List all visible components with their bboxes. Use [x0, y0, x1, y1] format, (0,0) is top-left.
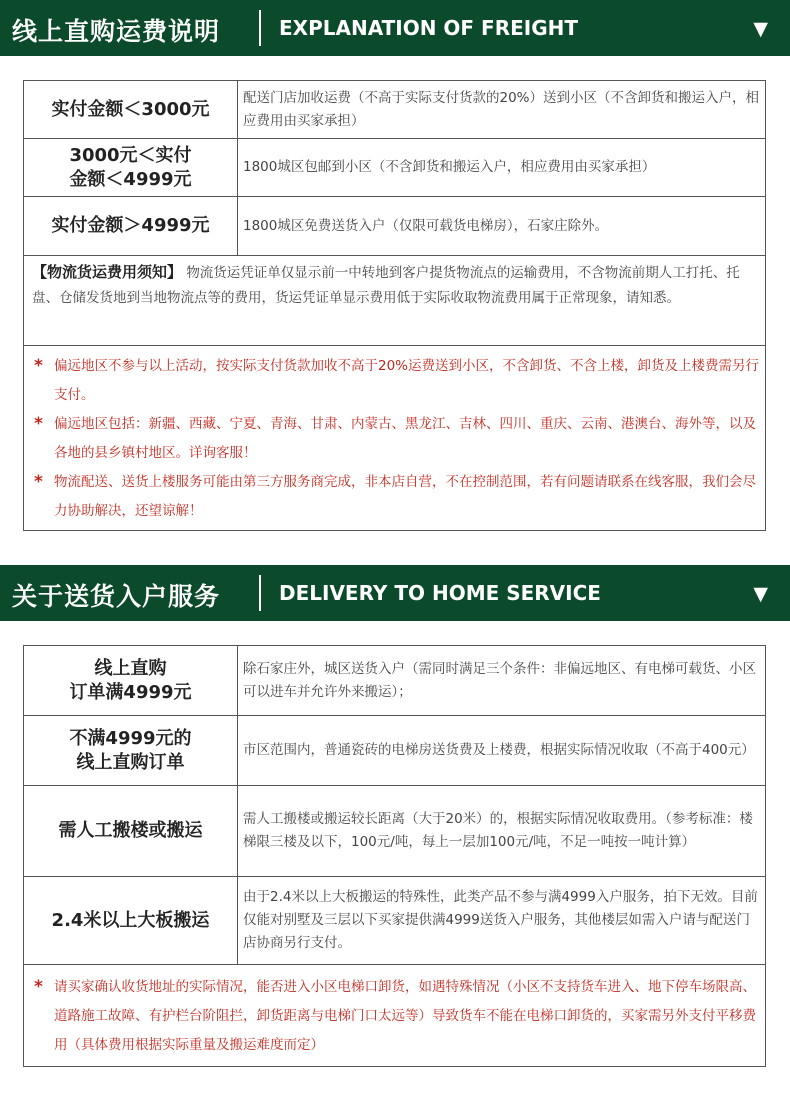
- freight-row-condition: 实付金额＞4999元: [24, 197, 238, 255]
- freight-row: [24, 139, 765, 197]
- chevron-down-icon[interactable]: ▼: [753, 583, 768, 605]
- alert-item: * 请买家确认收货地址的实际情况，能否进入小区电梯口卸货，如遇特殊情况（小区不支持货车进入、地下停车场限高、道路施工故障、有护栏台阶阻拦，卸货距离与电梯门口太远等）导致货车不能在电梯口卸货的，买家需另外支付平移费用（具体费用根据实际重量及搬运难度而定）: [24, 973, 765, 1060]
- freight-banner-title-en: EXPLANATION OF FREIGHT: [279, 16, 579, 40]
- delivery-row-condition: 需人工搬楼或搬运: [24, 786, 238, 876]
- freight-row-description: 1800城区免费送货入户（仅限可载货电梯房），石家庄除外。: [243, 217, 609, 234]
- freight-table: [23, 80, 766, 531]
- delivery-row: [24, 786, 765, 877]
- freight-row-description: 配送门店加收运费（不高于实际支付货款的20%）送到小区（不含卸货和搬运入户，相应费用由买家承担）: [243, 89, 760, 129]
- delivery-table: [23, 645, 766, 1067]
- logistics-fee-notice: [24, 256, 765, 346]
- freight-banner: [0, 0, 790, 56]
- notice-body: 物流货运凭证单仅显示前一中转地到客户提货物流点的运输费用，不含物流前期人工打托、托盘、仓储发货地到当地物流点等的费用，货运凭证单显示费用低于实际收取物流费用属于正常现象，请知悉。: [32, 265, 740, 306]
- delivery-row-description: 由于2.4米以上大板搬运的特殊性，此类产品不参与满4999入户服务，拍下无效。目前仅能对别墅及三层以下买家提供满4999送货入户服务，其他楼层如需入户请与配送门店协商另行支付。: [243, 889, 758, 951]
- notice-heading: 【物流货运费用须知】: [32, 263, 183, 281]
- freight-row-description: 1800城区包邮到小区（不含卸货和搬运入户，相应费用由买家承担）: [243, 159, 656, 175]
- alert-item: * 物流配送、送货上楼服务可能由第三方服务商完成，非本店自营，不在控制范围，若有问题请联系在线客服，我们会尽力协助解决，还望谅解！: [24, 468, 765, 526]
- asterisk-icon: *: [34, 356, 43, 376]
- delivery-banner-title-cn: 关于送货入户服务: [12, 582, 221, 611]
- asterisk-icon: *: [34, 977, 43, 997]
- banner-divider: [259, 575, 261, 611]
- banner-divider: [259, 10, 261, 46]
- asterisk-icon: *: [34, 472, 43, 492]
- freight-banner-title-cn: 线上直购运费说明: [12, 17, 221, 46]
- delivery-row: [24, 716, 765, 786]
- freight-row-condition: 实付金额＜3000元: [24, 81, 238, 138]
- delivery-row: [24, 877, 765, 965]
- freight-row: [24, 197, 765, 256]
- delivery-row: [24, 646, 765, 716]
- freight-row-condition: 3000元＜实付 金额＜4999元: [24, 139, 238, 196]
- asterisk-icon: *: [34, 414, 43, 434]
- freight-alert-list: [24, 346, 765, 530]
- alert-item: * 偏远地区不参与以上活动，按实际支付货款加收不高于20%运费送到小区，不含卸货、不含上楼，卸货及上楼费需另行支付。: [24, 352, 765, 410]
- delivery-row-description: 除石家庄外，城区送货入户（需同时满足三个条件：非偏远地区、有电梯可载货、小区可以进车并允许外来搬运）；: [243, 660, 756, 700]
- delivery-row-description: 市区范围内，普通瓷砖的电梯房送货费及上楼费，根据实际情况收取（不高于400元）: [243, 742, 755, 758]
- delivery-alert-list: [24, 965, 765, 1066]
- chevron-down-icon[interactable]: ▼: [753, 18, 768, 40]
- delivery-row-condition: 2.4米以上大板搬运: [24, 877, 238, 964]
- alert-item: * 偏远地区包括：新疆、西藏、宁夏、青海、甘肃、内蒙古、黑龙江、吉林、四川、重庆、云南、港澳台、海外等，以及各地的县乡镇村地区。详询客服！: [24, 410, 765, 468]
- delivery-banner-title-en: DELIVERY TO HOME SERVICE: [279, 581, 601, 605]
- freight-row: [24, 81, 765, 139]
- delivery-banner: [0, 565, 790, 621]
- delivery-row-description: 需人工搬楼或搬运较长距离（大于20米）的，根据实际情况收取费用。（参考标准：楼梯限三楼及以下，100元/吨，每上一层加100元/吨，不足一吨按一吨计算）: [243, 811, 753, 850]
- delivery-row-condition: 线上直购 订单满4999元: [24, 646, 238, 715]
- delivery-row-condition: 不满4999元的 线上直购订单: [24, 716, 238, 785]
